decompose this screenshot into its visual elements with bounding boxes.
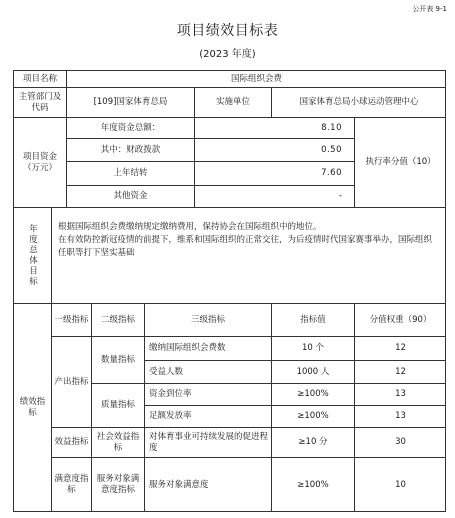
goal-line-2: 在有效防控新冠疫情的前提下，维系和国际组织的正常交往，为后疫情时代国家赛事举办，国际组织任职等打下坚实基础 bbox=[58, 235, 433, 258]
performance-goal-table bbox=[13, 70, 446, 512]
header-indicator-value: 指标值 bbox=[271, 303, 354, 336]
quantity-indicator-label: 数量指标 bbox=[91, 336, 144, 383]
project-name-label: 项目名称 bbox=[13, 70, 66, 87]
indicator-name: 对体育事业可持续发展的促进程度 bbox=[144, 427, 271, 457]
indicator-value: ≥10 分 bbox=[271, 427, 354, 457]
carryover-value: 7.60 bbox=[194, 161, 354, 185]
carryover-label: 上年结转 bbox=[66, 161, 194, 185]
impl-unit-label: 实施单位 bbox=[194, 87, 271, 117]
annual-goal-text bbox=[51, 207, 446, 303]
other-funds-label: 其他资金 bbox=[66, 185, 194, 207]
indicator-value: 10 个 bbox=[271, 336, 354, 360]
fiscal-funds-label: 其中：财政拨款 bbox=[66, 138, 194, 161]
output-indicator-label: 产出指标 bbox=[51, 336, 91, 427]
page-title: 项目绩效目标表 bbox=[176, 23, 279, 39]
indicator-weight: 12 bbox=[354, 360, 446, 383]
annual-funds-label: 年度资金总额： bbox=[66, 117, 194, 138]
indicator-weight: 30 bbox=[354, 427, 446, 457]
dept-code-value: [109]国家体育总局 bbox=[66, 87, 194, 117]
benefit-indicator-label: 效益指标 bbox=[51, 427, 91, 457]
indicator-weight: 13 bbox=[354, 405, 446, 427]
year-subtitle: (2023 年度) bbox=[199, 49, 256, 60]
execution-rate-label: 执行率分值（10） bbox=[354, 117, 446, 207]
social-benefit-label: 社会效益指标 bbox=[91, 427, 144, 457]
indicator-value: ≥100% bbox=[271, 383, 354, 405]
attachment-label: 公开表 9-1 bbox=[412, 5, 447, 13]
indicator-weight: 13 bbox=[354, 383, 446, 405]
funds-label: 项目资金（万元） bbox=[13, 117, 66, 207]
header-level3: 三级指标 bbox=[144, 303, 271, 336]
table-border-right bbox=[445, 70, 446, 512]
indicator-weight: 12 bbox=[354, 336, 446, 360]
service-satisfaction-label: 服务对象满意度指标 bbox=[91, 457, 144, 512]
other-funds-value: - bbox=[194, 185, 354, 207]
indicator-name: 足额发放率 bbox=[144, 405, 271, 427]
performance-label: 绩效指标 bbox=[13, 303, 51, 512]
indicator-value: 1000 人 bbox=[271, 360, 354, 383]
indicator-weight: 10 bbox=[354, 457, 446, 512]
indicator-value: ≥100% bbox=[271, 457, 354, 512]
project-name-value: 国际组织会费 bbox=[66, 70, 446, 87]
fiscal-funds-value: 0.50 bbox=[194, 138, 354, 161]
header-level2: 二级指标 bbox=[91, 303, 144, 336]
header-level1: 一级指标 bbox=[51, 303, 91, 336]
annual-goal-label: 年度总体目标 bbox=[13, 207, 51, 303]
goal-line-1: 根据国际组织会费缴纳规定缴纳费用，保持协会在国际组织中的地位。 bbox=[58, 222, 322, 232]
indicator-name: 资金到位率 bbox=[144, 383, 271, 405]
header-weight: 分值权重（90） bbox=[354, 303, 446, 336]
indicator-name: 服务对象满意度 bbox=[144, 457, 271, 512]
indicator-name: 受益人数 bbox=[144, 360, 271, 383]
annual-funds-value: 8.10 bbox=[194, 117, 354, 138]
satisfaction-indicator-label: 满意度指标 bbox=[51, 457, 91, 512]
dept-label: 主管部门及代码 bbox=[13, 87, 66, 117]
indicator-value: ≥100% bbox=[271, 405, 354, 427]
table-border-bottom bbox=[13, 511, 446, 512]
indicator-name: 缴纳国际组织会费数 bbox=[144, 336, 271, 360]
impl-unit-value: 国家体育总局小球运动管理中心 bbox=[271, 87, 446, 117]
quality-indicator-label: 质量指标 bbox=[91, 383, 144, 427]
